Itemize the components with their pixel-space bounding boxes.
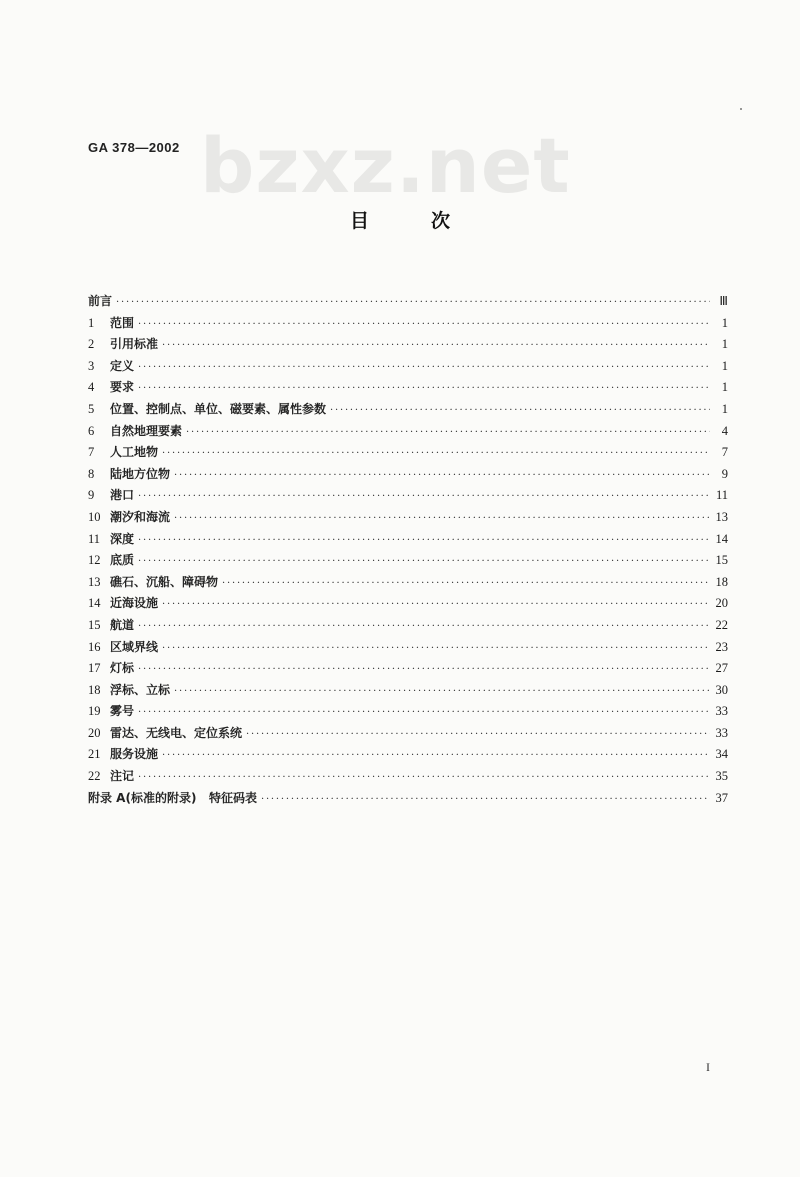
toc-entry-page: 7 bbox=[721, 445, 728, 460]
toc-entry-number: 8 bbox=[88, 466, 95, 481]
toc-entry-label: 浮标、立标 bbox=[110, 682, 171, 697]
toc-entry-number: 16 bbox=[88, 639, 101, 654]
toc-entry[interactable] bbox=[88, 701, 728, 723]
toc-entry-label: 人工地物 bbox=[110, 445, 159, 460]
toc-entry[interactable] bbox=[88, 507, 728, 529]
page-number: I bbox=[706, 1060, 710, 1074]
toc-entry[interactable] bbox=[88, 572, 728, 594]
table-of-contents bbox=[88, 291, 728, 809]
toc-entry[interactable] bbox=[88, 593, 728, 615]
toc-entry[interactable] bbox=[88, 550, 728, 572]
toc-entry-label: 注记 bbox=[110, 769, 135, 784]
toc-entry-label: 底质 bbox=[110, 553, 135, 568]
toc-dot-leader bbox=[261, 789, 710, 811]
toc-entry-label: 位置、控制点、单位、磁要素、属性参数 bbox=[110, 401, 327, 416]
toc-entry-page: 1 bbox=[721, 315, 728, 330]
toc-entry-page: 9 bbox=[721, 466, 728, 481]
toc-entry-number: 20 bbox=[88, 725, 101, 740]
toc-entry-number: 9 bbox=[88, 488, 95, 503]
toc-entry-page: 33 bbox=[715, 725, 728, 740]
toc-entry-page: 33 bbox=[715, 704, 728, 719]
toc-entry-number: 7 bbox=[88, 445, 95, 460]
toc-dot-leader bbox=[162, 594, 710, 616]
toc-entry-page: 27 bbox=[715, 661, 728, 676]
toc-entry-page: 22 bbox=[715, 617, 728, 632]
document-id: GA 378—2002 bbox=[88, 140, 180, 155]
toc-dot-leader bbox=[246, 724, 710, 746]
toc-entry[interactable] bbox=[88, 485, 728, 507]
toc-entry-page: 35 bbox=[715, 769, 728, 784]
toc-entry-label: 港口 bbox=[110, 488, 135, 503]
toc-entry-page: 1 bbox=[721, 337, 728, 352]
toc-dot-leader bbox=[174, 681, 710, 703]
toc-entry-page: 11 bbox=[715, 488, 728, 503]
toc-entry-label: 要求 bbox=[110, 380, 135, 395]
toc-entry-number: 11 bbox=[88, 531, 101, 546]
toc-entry-number: 21 bbox=[88, 747, 101, 762]
toc-entry-page: 23 bbox=[715, 639, 728, 654]
toc-dot-leader bbox=[138, 314, 710, 336]
toc-entry-page: Ⅲ bbox=[719, 294, 728, 308]
toc-entry[interactable] bbox=[88, 788, 728, 810]
toc-entry-page: 30 bbox=[715, 682, 728, 697]
title-char-2: 次 bbox=[431, 210, 451, 232]
toc-entry[interactable] bbox=[88, 377, 728, 399]
toc-entry-page: 13 bbox=[715, 509, 728, 524]
toc-entry[interactable] bbox=[88, 637, 728, 659]
toc-entry-label: 范围 bbox=[110, 315, 135, 330]
toc-dot-leader bbox=[138, 486, 710, 508]
toc-entry-number: 22 bbox=[88, 769, 101, 784]
toc-dot-leader bbox=[174, 508, 710, 530]
toc-entry-number: 6 bbox=[88, 423, 95, 438]
toc-entry[interactable] bbox=[88, 291, 728, 313]
toc-entry-label: 区域界线 bbox=[110, 639, 159, 654]
toc-entry-label: 自然地理要素 bbox=[110, 423, 183, 438]
toc-entry[interactable] bbox=[88, 313, 728, 335]
toc-entry[interactable] bbox=[88, 356, 728, 378]
toc-entry-label: 灯标 bbox=[110, 661, 135, 676]
toc-entry-page: 1 bbox=[721, 401, 728, 416]
toc-dot-leader bbox=[162, 443, 710, 465]
toc-entry-page: 37 bbox=[715, 790, 728, 805]
toc-entry-label: 服务设施 bbox=[110, 747, 159, 762]
toc-entry-number: 3 bbox=[88, 358, 95, 373]
toc-entry[interactable] bbox=[88, 680, 728, 702]
toc-dot-leader bbox=[162, 335, 710, 357]
toc-entry[interactable] bbox=[88, 744, 728, 766]
toc-entry-number: 1 bbox=[88, 315, 95, 330]
toc-dot-leader bbox=[162, 638, 710, 660]
toc-dot-leader bbox=[138, 659, 710, 681]
toc-entry[interactable] bbox=[88, 421, 728, 443]
toc-entry-number: 2 bbox=[88, 337, 95, 352]
toc-entry-number: 5 bbox=[88, 401, 95, 416]
toc-entry[interactable] bbox=[88, 658, 728, 680]
toc-dot-leader bbox=[162, 745, 710, 767]
toc-entry-page: 34 bbox=[715, 747, 728, 762]
toc-dot-leader bbox=[174, 465, 710, 487]
toc-entry-page: 1 bbox=[721, 358, 728, 373]
toc-entry-page: 18 bbox=[715, 574, 728, 589]
watermark: bzxz.net bbox=[200, 121, 571, 210]
toc-dot-leader bbox=[138, 616, 710, 638]
toc-entry-label: 雾号 bbox=[110, 704, 135, 719]
toc-entry-number: 10 bbox=[88, 509, 101, 524]
toc-entry-label: 近海设施 bbox=[110, 596, 159, 611]
toc-dot-leader bbox=[222, 573, 710, 595]
toc-entry-label: 航道 bbox=[110, 617, 135, 632]
toc-entry-page: 1 bbox=[721, 380, 728, 395]
toc-entry[interactable] bbox=[88, 334, 728, 356]
toc-entry-label: 陆地方位物 bbox=[110, 466, 171, 481]
toc-entry[interactable] bbox=[88, 766, 728, 788]
page-title bbox=[0, 206, 800, 233]
toc-dot-leader bbox=[138, 702, 710, 724]
toc-entry[interactable] bbox=[88, 399, 728, 421]
toc-entry-label: 潮汐和海流 bbox=[110, 509, 171, 524]
toc-dot-leader bbox=[330, 400, 710, 422]
toc-entry-label: 深度 bbox=[110, 531, 135, 546]
toc-dot-leader bbox=[116, 292, 710, 314]
toc-entry-label: 雷达、无线电、定位系统 bbox=[110, 725, 243, 740]
toc-entry-number: 4 bbox=[88, 380, 95, 395]
toc-entry[interactable] bbox=[88, 464, 728, 486]
toc-entry-label: 附录 A(标准的附录) 特征码表 bbox=[88, 790, 257, 805]
scan-speck bbox=[740, 108, 742, 110]
toc-entry-label: 礁石、沉船、障碍物 bbox=[110, 574, 219, 589]
toc-entry-number: 13 bbox=[88, 574, 101, 589]
title-char-1: 目 bbox=[349, 210, 369, 232]
toc-entry[interactable] bbox=[88, 723, 728, 745]
toc-dot-leader bbox=[138, 530, 710, 552]
toc-entry-page: 14 bbox=[715, 531, 728, 546]
toc-dot-leader bbox=[138, 378, 710, 400]
toc-entry-label: 引用标准 bbox=[110, 337, 159, 352]
toc-entry[interactable] bbox=[88, 529, 728, 551]
toc-entry-label: 定义 bbox=[110, 358, 135, 373]
toc-entry-page: 15 bbox=[715, 553, 728, 568]
toc-entry-label: 前言 bbox=[88, 294, 113, 308]
toc-dot-leader bbox=[138, 551, 710, 573]
toc-entry-number: 15 bbox=[88, 617, 101, 632]
toc-entry[interactable] bbox=[88, 615, 728, 637]
toc-dot-leader bbox=[186, 422, 710, 444]
toc-dot-leader bbox=[138, 357, 710, 379]
toc-entry-number: 19 bbox=[88, 704, 101, 719]
toc-entry[interactable] bbox=[88, 442, 728, 464]
toc-entry-number: 17 bbox=[88, 661, 101, 676]
toc-entry-number: 14 bbox=[88, 596, 101, 611]
toc-entry-number: 12 bbox=[88, 553, 101, 568]
toc-entry-page: 4 bbox=[721, 423, 728, 438]
toc-entry-page: 20 bbox=[715, 596, 728, 611]
toc-dot-leader bbox=[138, 767, 710, 789]
toc-entry-number: 18 bbox=[88, 682, 101, 697]
